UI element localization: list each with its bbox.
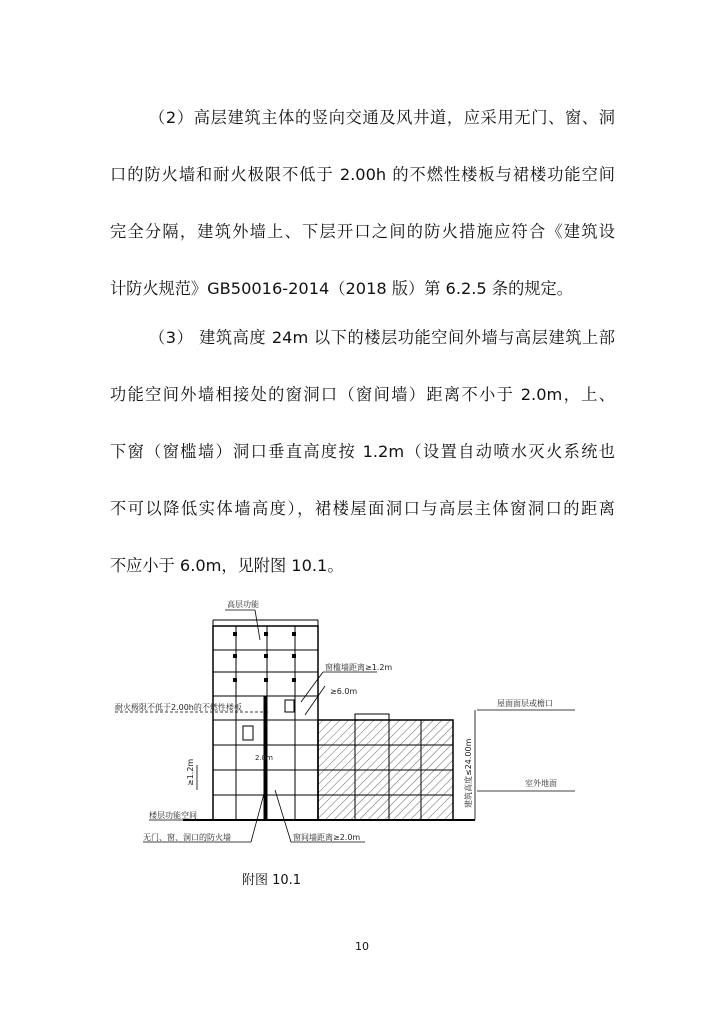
label-outdoor-ground: 室外地面 [525, 779, 557, 788]
label-two-m: 2.0m [255, 754, 273, 762]
figure-caption: 附图 10.1 [242, 873, 302, 888]
label-window-wall: 窗间墙距离≥2.0m [293, 833, 361, 842]
label-building-height: 建筑高度≤24.00m [464, 738, 473, 808]
label-upper-function: 高层功能 [227, 600, 259, 609]
paragraph-line: 完全分隔，建筑外墙上、下层开口之间的防火措施应符合《建筑设 [110, 222, 615, 241]
paragraph-line: 计防火规范》GB50016-2014（2018 版）第 6.2.5 条的规定。 [110, 279, 573, 298]
paragraph-line: 下窗（窗槛墙）洞口垂直高度按 1.2m（设置自动喷水灭火系统也 [110, 442, 615, 461]
label-fire-floor: 耐火极限不低于2.00h的不燃性楼板 [115, 703, 242, 712]
section-diagram [105, 590, 625, 865]
label-sill-distance: 窗槛墙距离≥1.2m [325, 663, 393, 672]
paragraph-line: 不可以降低实体墙高度），裙楼屋面洞口与高层主体窗洞口的距离 [110, 499, 615, 518]
paragraph-line: 功能空间外墙相接处的窗洞口（窗间墙）距离不小于 2.0m，上、 [110, 385, 615, 404]
label-roof-eave: 屋面面层或檐口 [497, 699, 553, 708]
page-number: 10 [355, 940, 369, 953]
label-floor-function: 楼层功能空间 [149, 811, 197, 820]
paragraph-line: 口的防火墙和耐火极限不低于 2.00h 的不燃性楼板与裙楼功能空间 [110, 165, 615, 184]
paragraph-line: （2）高层建筑主体的竖向交通及风井道，应采用无门、窗、洞 [149, 108, 615, 127]
paragraph-line: 不应小于 6.0m，见附图 10.1。 [110, 556, 344, 575]
label-six-m: ≥6.0m [330, 687, 358, 696]
paragraph-line: （3） 建筑高度 24m 以下的楼层功能空间外墙与高层建筑上部 [149, 328, 615, 347]
label-fire-wall: 无门、窗、洞口的防火墙 [143, 833, 231, 842]
label-one-two-m: ≥1.2m [186, 758, 195, 786]
